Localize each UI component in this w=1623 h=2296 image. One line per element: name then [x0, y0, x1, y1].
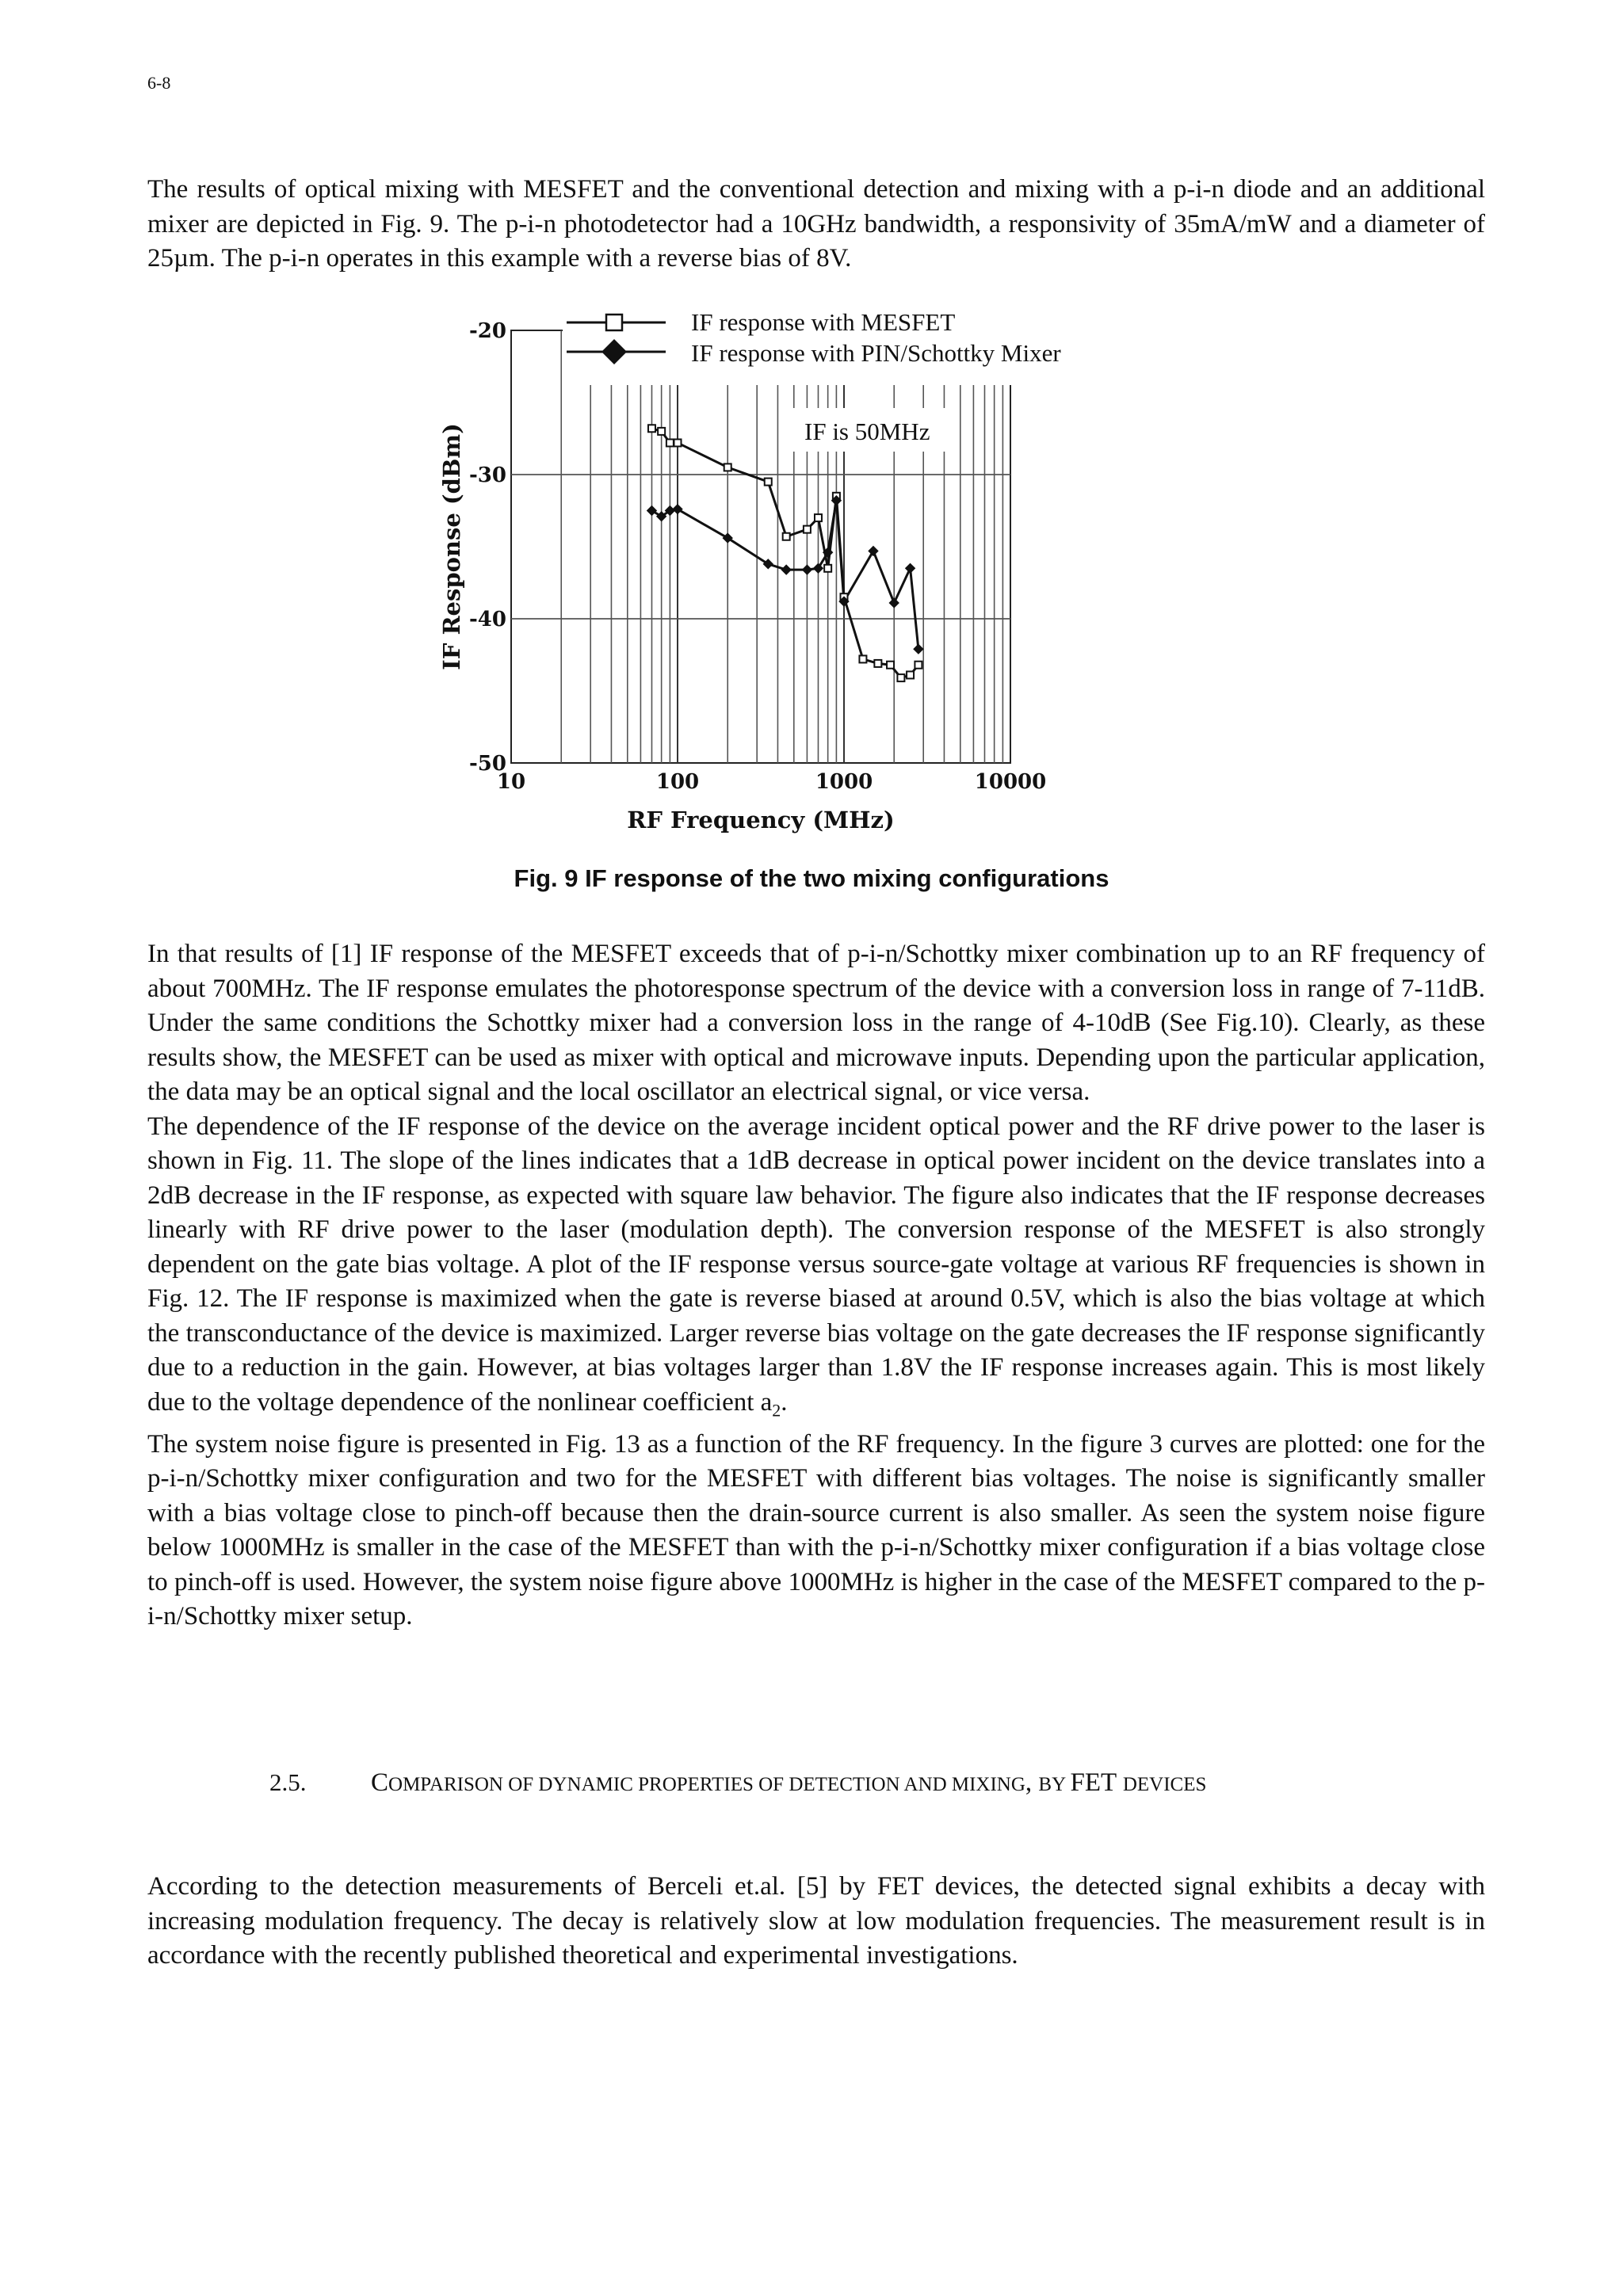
mesfet-data-point — [783, 533, 790, 540]
mesfet-data-point — [824, 565, 831, 572]
x-tick-label: 10 — [496, 770, 526, 794]
y-tick-label: -40 — [469, 608, 506, 631]
figure-caption: Fig. 9 IF response of the two mixing configurations — [514, 864, 1109, 892]
mesfet-data-point — [666, 439, 674, 446]
y-tick-label: -20 — [469, 319, 506, 343]
section-title-part: FET — [1070, 1768, 1123, 1797]
final-text: According to the detection measurements of Berceli et.al. [5] by FET devices, the detected signal exhibits a decay with increasing modulation frequency. The decay is relatively slow at low modulation frequencies. The measurement result is in accordance with the recently published theoretical and experimental investigations. — [147, 1872, 1485, 1970]
y-axis-title: IF Response (dBm) — [438, 423, 465, 670]
section-title-part: BY — [1038, 1774, 1071, 1795]
mesfet-data-point — [648, 425, 655, 432]
y-tick-label: -50 — [469, 752, 506, 776]
intro-paragraph — [147, 173, 1485, 277]
section-number: 2.5. — [269, 1768, 307, 1796]
mesfet-data-point — [804, 526, 811, 533]
subscript-2: 2 — [772, 1400, 781, 1421]
body-paragraph-2-text: The dependence of the IF response of the device on the average incident optical power and the RF drive power to the laser is shown in Fig. 11. The slope of the lines indicates that a 1dB decrease in optical power incident on the device translates into a 2dB decrease in the IF response, as expected with square law behavior. The figure also indicates that the IF response decreases linearly with RF drive power to the laser (modulation depth). The conversion response of the MESFET is also strongly dependent on the gate bias voltage. A plot of the IF response versus source-gate voltage at various RF frequencies is shown in Fig. 12. The IF response is maximized when the gate is reverse biased at around 0.5V, which is also the bias voltage at which the transconductance of the device is maximized. Larger reverse bias voltage on the gate decreases the IF response significantly due to a reduction in the gain. However, at bias voltages larger than 1.8V the IF response increases again. This is most likely due to the voltage dependence of the nonlinear coefficient a — [147, 1112, 1485, 1417]
final-paragraph — [147, 1870, 1485, 1974]
mesfet-data-point — [724, 463, 731, 471]
section-title-part: C — [371, 1768, 389, 1797]
body-paragraph-3: The system noise figure is presented in Fig. 13 as a function of the RF frequency. In the figure 3 curves are plotted: one for the p-i-n/Schottky mixer configuration and two for the MESFET with different bias voltages. The noise is significantly smaller with a bias voltage close to pinch-off because then the drain-source current is also smaller. As seen the system noise figure below 1000MHz is smaller in the case of the MESFET than with the p-i-n/Schottky mixer configuration if a bias voltage close to pinch-off is used. However, the system noise figure above 1000MHz is higher in the case of the MESFET compared to the p-i-n/Schottky mixer setup. — [147, 1429, 1485, 1631]
x-tick-label: 10000 — [974, 770, 1047, 794]
section-title — [371, 1768, 1206, 1796]
x-tick-label: 100 — [655, 770, 700, 794]
page-number: 6-8 — [147, 73, 171, 93]
body-text — [147, 937, 1485, 1634]
chart-annotation: IF is 50MHz — [804, 418, 930, 445]
mesfet-data-point — [658, 428, 665, 435]
body-paragraph-2 — [147, 1110, 1485, 1428]
y-tick-label: -30 — [469, 463, 506, 487]
section-title-part: , — [1025, 1768, 1039, 1797]
mesfet-data-point — [859, 655, 866, 662]
section-title-part: OMPARISON OF DYNAMIC PROPERTIES OF DETECTION AND MIXING — [388, 1774, 1025, 1795]
section-heading — [269, 1768, 1206, 1798]
mesfet-data-point — [765, 479, 772, 486]
section-title-part: DEVICES — [1122, 1774, 1207, 1795]
figure-9 — [420, 295, 1149, 841]
legend-label-pin-schottky: IF response with PIN/Schottky Mixer — [691, 339, 1061, 367]
mesfet-data-point — [897, 674, 904, 681]
if-response-chart — [420, 295, 1149, 841]
mesfet-data-point — [915, 662, 922, 669]
x-tick-label: 1000 — [815, 770, 873, 794]
sentence-end: . — [781, 1387, 788, 1417]
plot-frame — [511, 330, 1010, 763]
mesfet-data-point — [815, 514, 822, 521]
mesfet-data-point — [874, 660, 881, 667]
legend-label-mesfet: IF response with MESFET — [691, 308, 956, 336]
intro-text: The results of optical mixing with MESFET and the conventional detection and mixing with a p-i-n diode and an additional mixer are depicted in Fig. 9. The p-i-n photodetector had a 10GHz bandwidth, a responsivity of 35mA/mW and a diameter of 25µm. The p-i-n operates in this example with a reverse bias of 8V. — [147, 175, 1485, 273]
body-paragraph-1: In that results of [1] IF response of the MESFET exceeds that of p-i-n/Schottky mixer combination up to an RF frequency of about 700MHz. The IF response emulates the photoresponse spectrum of the device with a conversion loss in range of 7-11dB. Under the same conditions the Schottky mixer had a conversion loss in the range of 4-10dB (See Fig.10). Clearly, as these results show, the MESFET can be used as mixer with optical and microwave inputs. Depending upon the particular application, the data may be an optical signal and the local oscillator an electrical signal, or vice versa. — [147, 940, 1485, 1106]
mesfet-data-point — [887, 662, 894, 669]
x-axis-title: RF Frequency (MHz) — [627, 807, 895, 833]
mesfet-data-point — [674, 439, 682, 446]
mesfet-data-point — [907, 671, 914, 678]
legend-marker-mesfet — [606, 315, 622, 330]
